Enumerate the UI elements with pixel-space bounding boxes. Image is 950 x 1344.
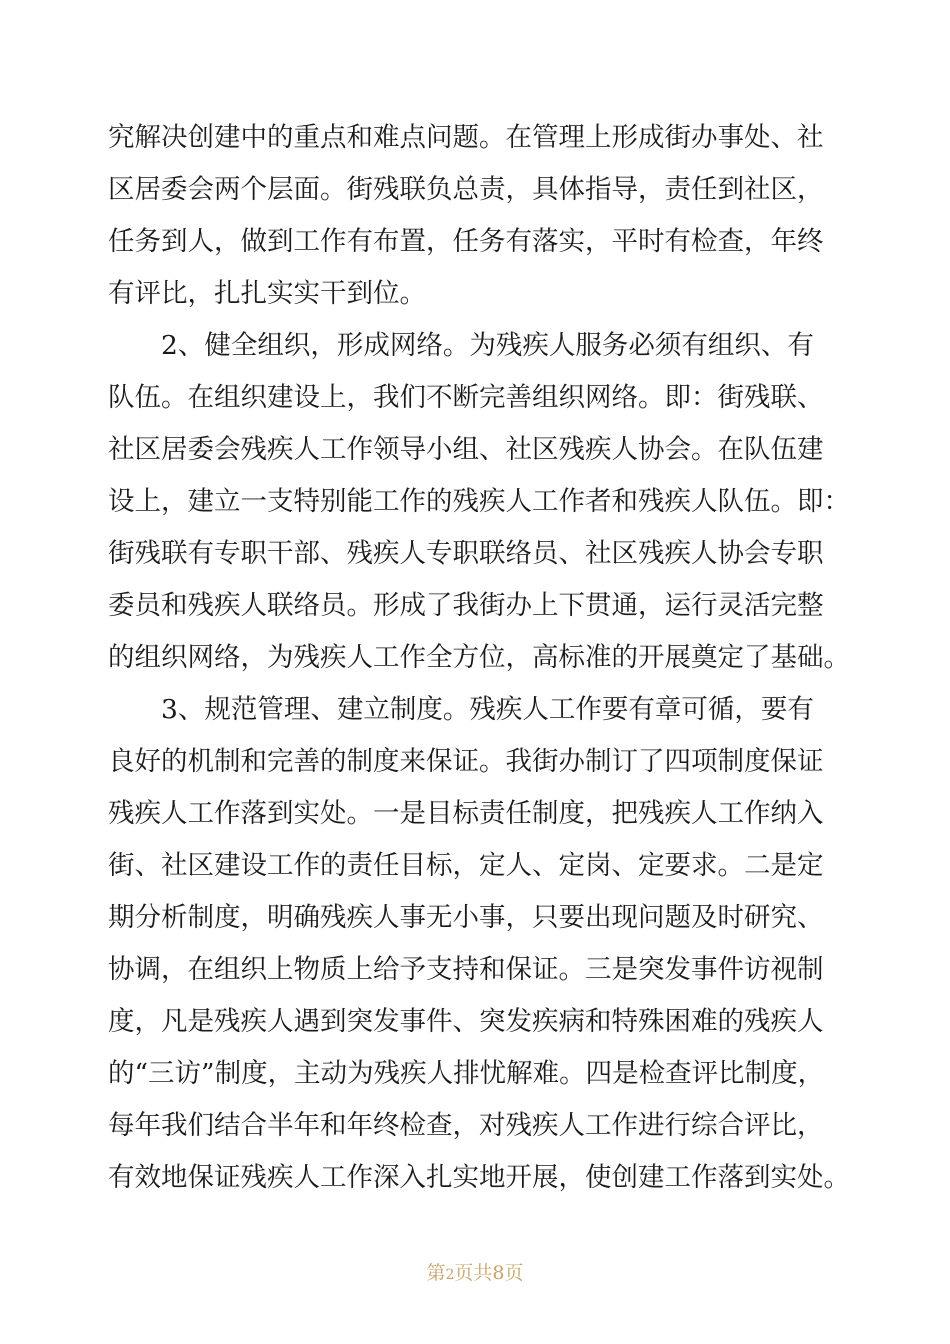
text-line: 任务到人，做到工作有布置，任务有落实，平时有检查，年终: [108, 226, 824, 257]
text-line: 期分析制度，明确残疾人事无小事，只要出现问题及时研究、: [108, 902, 824, 933]
text-line: 协调，在组织上物质上给予支持和保证。三是突发事件访视制: [108, 954, 824, 985]
text-line: 2、健全组织，形成网络。为残疾人服务必须有组织、有: [108, 330, 814, 361]
text-line: 良好的机制和完善的制度来保证。我街办制订了四项制度保证: [108, 746, 824, 777]
text-line: 残疾人工作落到实处。一是目标责任制度，把残疾人工作纳入: [108, 798, 824, 829]
text-line: 委员和残疾人联络员。形成了我街办上下贯通，运行灵活完整: [108, 590, 824, 621]
text-line: 的“三访”制度，主动为残疾人排忧解难。四是检查评比制度，: [108, 1058, 825, 1089]
text-line: 每年我们结合半年和年终检查，对残疾人工作进行综合评比，: [108, 1110, 824, 1141]
body-text: [108, 112, 868, 1204]
text-line: 街、社区建设工作的责任目标，定人、定岗、定要求。二是定: [108, 850, 824, 881]
footer-total-pages: 8: [492, 1262, 505, 1284]
page-footer: [0, 1258, 950, 1285]
text-line: 度，凡是残疾人遇到突发事件、突发疾病和特殊困难的残疾人: [108, 1006, 824, 1037]
text-line: 社区居委会残疾人工作领导小组、社区残疾人协会。在队伍建: [108, 434, 824, 465]
text-line: 队伍。在组织建设上，我们不断完善组织网络。即：街残联、: [108, 382, 824, 413]
footer-suffix: 页: [504, 1262, 524, 1284]
text-line: 街残联有专职干部、残疾人专职联络员、社区残疾人协会专职: [108, 538, 824, 569]
text-line: 的组织网络，为残疾人工作全方位，高标准的开展奠定了基础。: [108, 642, 850, 673]
footer-middle: 页共: [454, 1262, 493, 1284]
text-line: 3、规范管理、建立制度。残疾人工作要有章可循，要有: [108, 694, 814, 725]
footer-page-number: 2: [445, 1267, 455, 1283]
footer-prefix: 第: [426, 1262, 446, 1284]
text-line: 区居委会两个层面。街残联负总责，具体指导，责任到社区，: [108, 174, 824, 205]
text-line: 究解决创建中的重点和难点问题。在管理上形成街办事处、社: [108, 122, 824, 153]
text-line: 有效地保证残疾人工作深入扎实地开展，使创建工作落到实处。: [108, 1162, 850, 1193]
text-line: 设上，建立一支特别能工作的残疾人工作者和残疾人队伍。即：: [108, 486, 850, 517]
text-line: 有评比，扎扎实实干到位。: [108, 278, 426, 309]
